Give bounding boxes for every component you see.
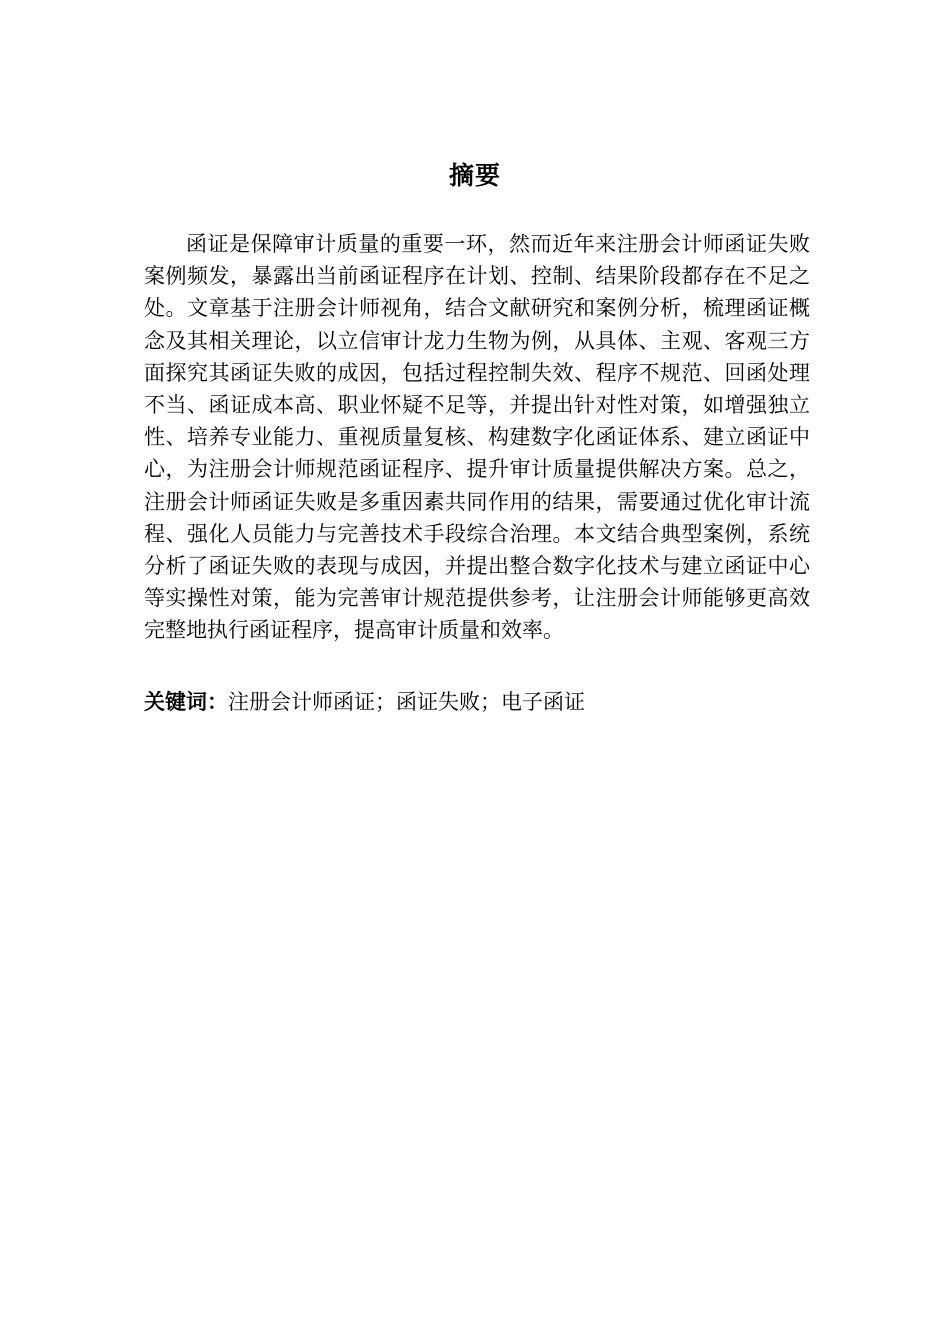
keywords-text: 注册会计师函证；函证失败；电子函证 (228, 690, 585, 714)
keywords-line (144, 686, 810, 718)
abstract-title: 摘要 (448, 161, 501, 190)
abstract-paragraph: 函证是保障审计质量的重要一环，然而近年来注册会计师函证失败案例频发，暴露出当前函证程序在计划、控制、结果阶段都存在不足之处。文章基于注册会计师视角，结合文献研究和案例分析，梳理函证概念及其相关理论，以立信审计龙力生物为例，从具体、主观、客观三方面探究其函证失败的成因，包括过程控制失效、程序不规范、回函处理不当、函证成本高、职业怀疑不足等，并提出针对性对策，如增强独立性、培养专业能力、重视质量复核、构建数字化函证体系、建立函证中心，为注册会计师规范函证程序、提升审计质量提供解决方案。总之，注册会计师函证失败是多重因素共同作用的结果，需要通过优化审计流程、强化人员能力与完善技术手段综合治理。本文结合典型案例，系统分析了函证失败的表现与成因，并提出整合数字化技术与建立函证中心等实操性对策，能为完善审计规范提供参考，让注册会计师能够更高效完整地执行函证程序，提高审计质量和效率。 (144, 232, 810, 643)
keywords-label: 关键词： (144, 690, 228, 714)
